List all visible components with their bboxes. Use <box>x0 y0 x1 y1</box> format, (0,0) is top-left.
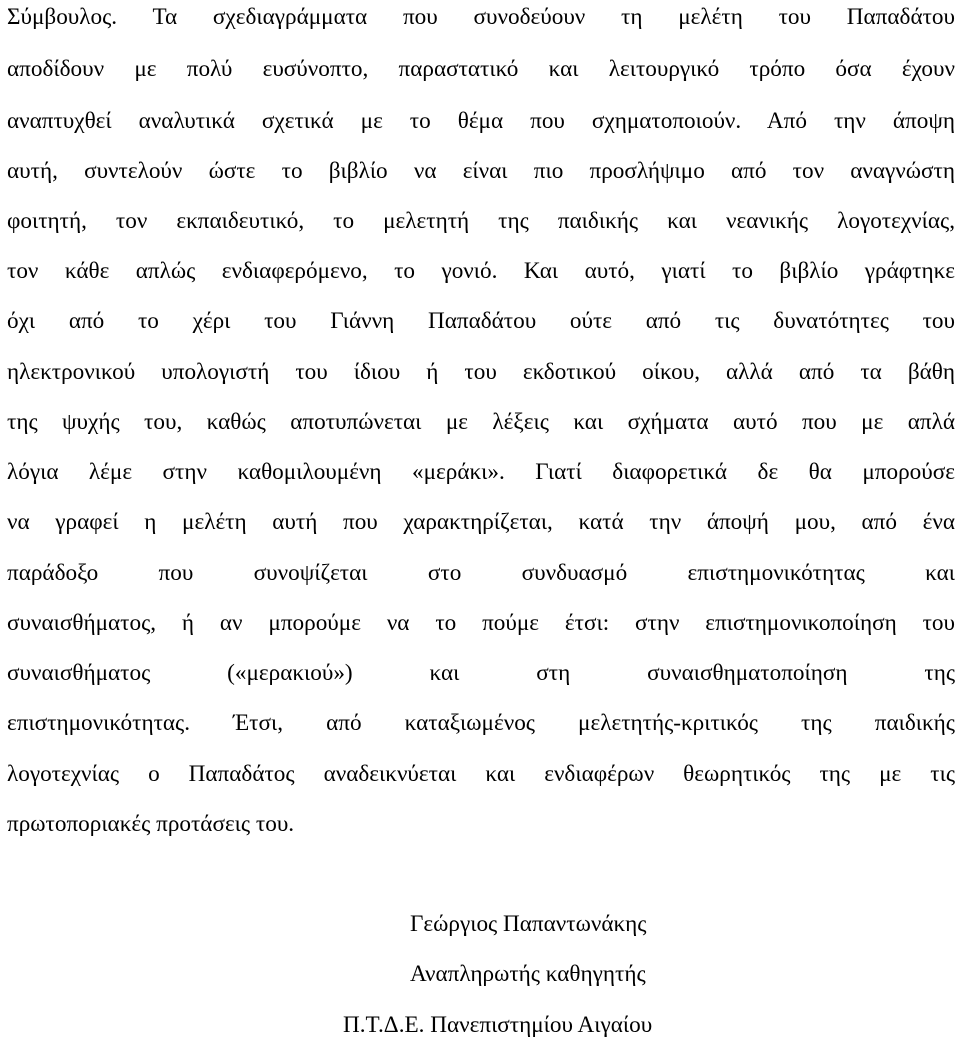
paragraph-line: επιστημονικότητας. Έτσι, από καταξιωμένος μελετητής-κριτικός της παιδικής <box>7 710 955 736</box>
paragraph-line: αυτή, συντελούν ώστε το βιβλίο να είναι πιο προσλήψιμο από τον αναγνώστη <box>7 158 955 184</box>
paragraph-line: λόγια λέμε στην καθομιλουμένη «μεράκι». Γιατί διαφορετικά δε θα μπορούσε <box>7 459 955 485</box>
signature-affiliation: Π.Τ.Δ.Ε. Πανεπιστημίου Αιγαίου <box>343 1012 653 1038</box>
paragraph-line: της ψυχής του, καθώς αποτυπώνεται με λέξεις και σχήματα αυτό που με απλά <box>7 409 955 435</box>
paragraph-line: ηλεκτρονικού υπολογιστή του ίδιου ή του εκδοτικού οίκου, αλλά από τα βάθη <box>7 359 955 385</box>
paragraph-line: λογοτεχνίας ο Παπαδάτος αναδεικνύεται και ενδιαφέρων θεωρητικός της με τις <box>7 761 955 787</box>
signature-name: Γεώργιος Παπαντωνάκης <box>410 911 647 937</box>
paragraph-line: φοιτητή, τον εκπαιδευτικό, το μελετητή της παιδικής και νεανικής λογοτεχνίας, <box>7 208 955 234</box>
paragraph-line: συναισθήματος, ή αν μπορούμε να το πούμε έτσι: στην επιστημονικοποίηση του <box>7 610 955 636</box>
document-page <box>7 0 955 1042</box>
paragraph-line: πρωτοποριακές προτάσεις του. <box>7 811 295 837</box>
paragraph-line: αναπτυχθεί αναλυτικά σχετικά με το θέμα που σχηματοποιούν. Από την άποψη <box>7 108 955 134</box>
paragraph-line: να γραφεί η μελέτη αυτή που χαρακτηρίζεται, κατά την άποψή μου, από ένα <box>7 509 955 535</box>
paragraph-line: συναισθήματος («μερακιού») και στη συναισθηματοποίηση της <box>7 660 955 686</box>
signature-title: Αναπληρωτής καθηγητής <box>410 961 646 987</box>
paragraph-line: Σύμβουλος. Τα σχεδιαγράμματα που συνοδεύουν τη μελέτη του Παπαδάτου <box>7 4 955 30</box>
paragraph-line: παράδοξο που συνοψίζεται στο συνδυασμό επιστημονικότητας και <box>7 560 955 586</box>
paragraph-line: αποδίδουν με πολύ ευσύνοπτο, παραστατικό και λειτουργικό τρόπο όσα έχουν <box>7 56 955 82</box>
paragraph-line: όχι από το χέρι του Γιάννη Παπαδάτου ούτε από τις δυνατότητες του <box>7 308 955 334</box>
paragraph-line: τον κάθε απλώς ενδιαφερόμενο, το γονιό. Και αυτό, γιατί το βιβλίο γράφτηκε <box>7 258 955 284</box>
